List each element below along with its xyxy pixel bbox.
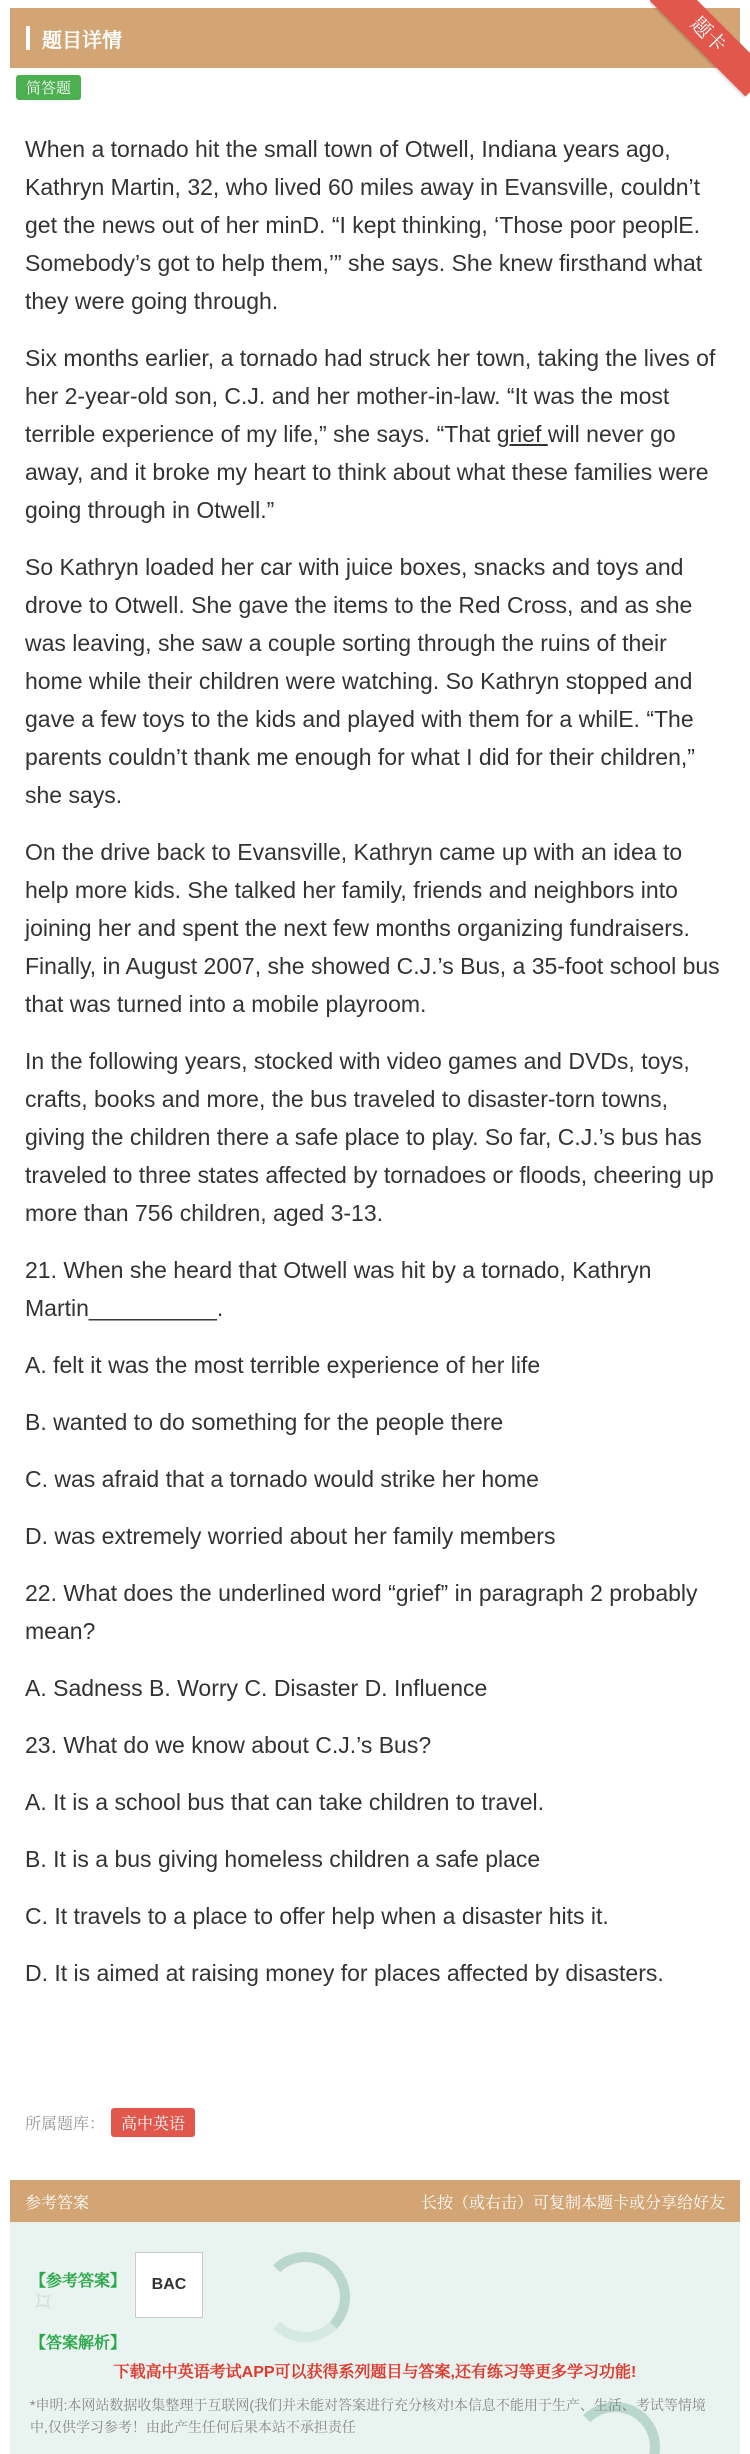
question-option: B. wanted to do something for the people there [25,1409,504,1435]
question-option: D. It is aimed at raising money for places affected by disasters. [25,1960,664,1986]
app-download-promo[interactable]: 下载高中英语考试APP可以获得系列题目与答案,还有练习等更多学习功能! [113,2364,637,2381]
analysis-label: 【答案解析】 [30,2335,127,2352]
question-type-badge: 简答题 [16,75,81,100]
reference-answer-label: 【参考答案】 [30,2273,127,2290]
passage-paragraph: In the following years, stocked with video games and DVDs, toys, crafts, books and more, the bus traveled to disaster-torn towns, giving the children there a safe place to play. So far, C.J.’s bus has traveled to three states affected by tornadoes or floods, cheering up more than 756 children, aged 3-13. [25,1048,714,1226]
question-stem: 23. What do we know about C.J.’s Bus? [25,1732,432,1758]
reference-answer-image: BAC [135,2252,203,2318]
bank-tag[interactable]: 高中英语 [111,2108,195,2137]
answer-header [10,2180,740,2222]
question-option: C. It travels to a place to offer help when a disaster hits it. [25,1903,609,1929]
passage-paragraph: When a tornado hit the small town of Otwell, Indiana years ago, Kathryn Martin, 32, who lived 60 miles away in Evansville, couldn’t get the news out of her minD. “I kept thinking, ‘Those poor peoplE. Somebody’s got to help them,’” she says. She knew firsthand what they were going through. [25,136,703,314]
answer-header-title: 参考答案 [25,2194,90,2212]
answer-share-hint: 长按（或右击）可复制本题卡或分享给好友 [420,2194,725,2212]
question-option: C. was afraid that a tornado would strike her home [25,1466,539,1492]
disclaimer-text: *申明:本网站数据收集整理于互联网(我们并未能对答案进行充分核对!本信息不能用于生产、生活、考试等情境中,仅供学习参考！由此产生任何后果本站不承担责任 [30,2397,706,2435]
header-accent-bar [26,26,30,50]
question-option: A. Sadness B. Worry C. Disaster D. Influence [25,1675,488,1701]
question-option: B. It is a bus giving homeless children a safe place [25,1846,541,1872]
question-option: A. It is a school bus that can take children to travel. [25,1789,545,1815]
watermark-logo-icon [260,2252,350,2342]
question-content [25,130,725,2011]
question-card [10,8,740,68]
question-option: D. was extremely worried about her family members [25,1523,556,1549]
underlined-word: grief [496,421,548,447]
corner-ribbon-label: 题卡 [650,0,750,97]
corner-ribbon[interactable] [650,0,750,100]
question-stem: 21. When she heard that Otwell was hit by a tornado, Kathryn Martin__________. [25,1257,652,1321]
passage-paragraph: Six months earlier, a tornado had struck her town, taking the lives of her 2-year-old son, C.J. and her mother-in-law. “It was the most terrible experience of my life,” she says. “That grief will never go away, and it broke my heart to think about what these families were going through in Otwell.” [25,345,716,523]
question-option: A. felt it was the most terrible experience of her life [25,1352,541,1378]
watermark-icon: ✧ [21,2278,68,2326]
bank-label: 所属题库： [25,2116,106,2133]
passage-paragraph: On the drive back to Evansville, Kathryn came up with an idea to help more kids. She talked her family, friends and neighbors into joining her and spent the next few months organizing fundraisers. Finally, in August 2007, she showed C.J.’s Bus, a 35-foot school bus that was turned into a mobile playroom. [25,839,720,1017]
card-header [10,8,740,68]
answer-body [10,2222,740,2454]
question-stem: 22. What does the underlined word “grief” in paragraph 2 probably mean? [25,1580,698,1644]
page-title: 题目详情 [42,29,122,52]
passage-paragraph: So Kathryn loaded her car with juice boxes, snacks and toys and drove to Otwell. She gave the items to the Red Cross, and as she was leaving, she saw a couple sorting through the ruins of their home while their children were watching. So Kathryn stopped and gave a few toys to the kids and played with them for a whilE. “The parents couldn’t thank me enough for what I did for their children,” she says. [25,554,695,808]
question-bank [25,2108,195,2137]
